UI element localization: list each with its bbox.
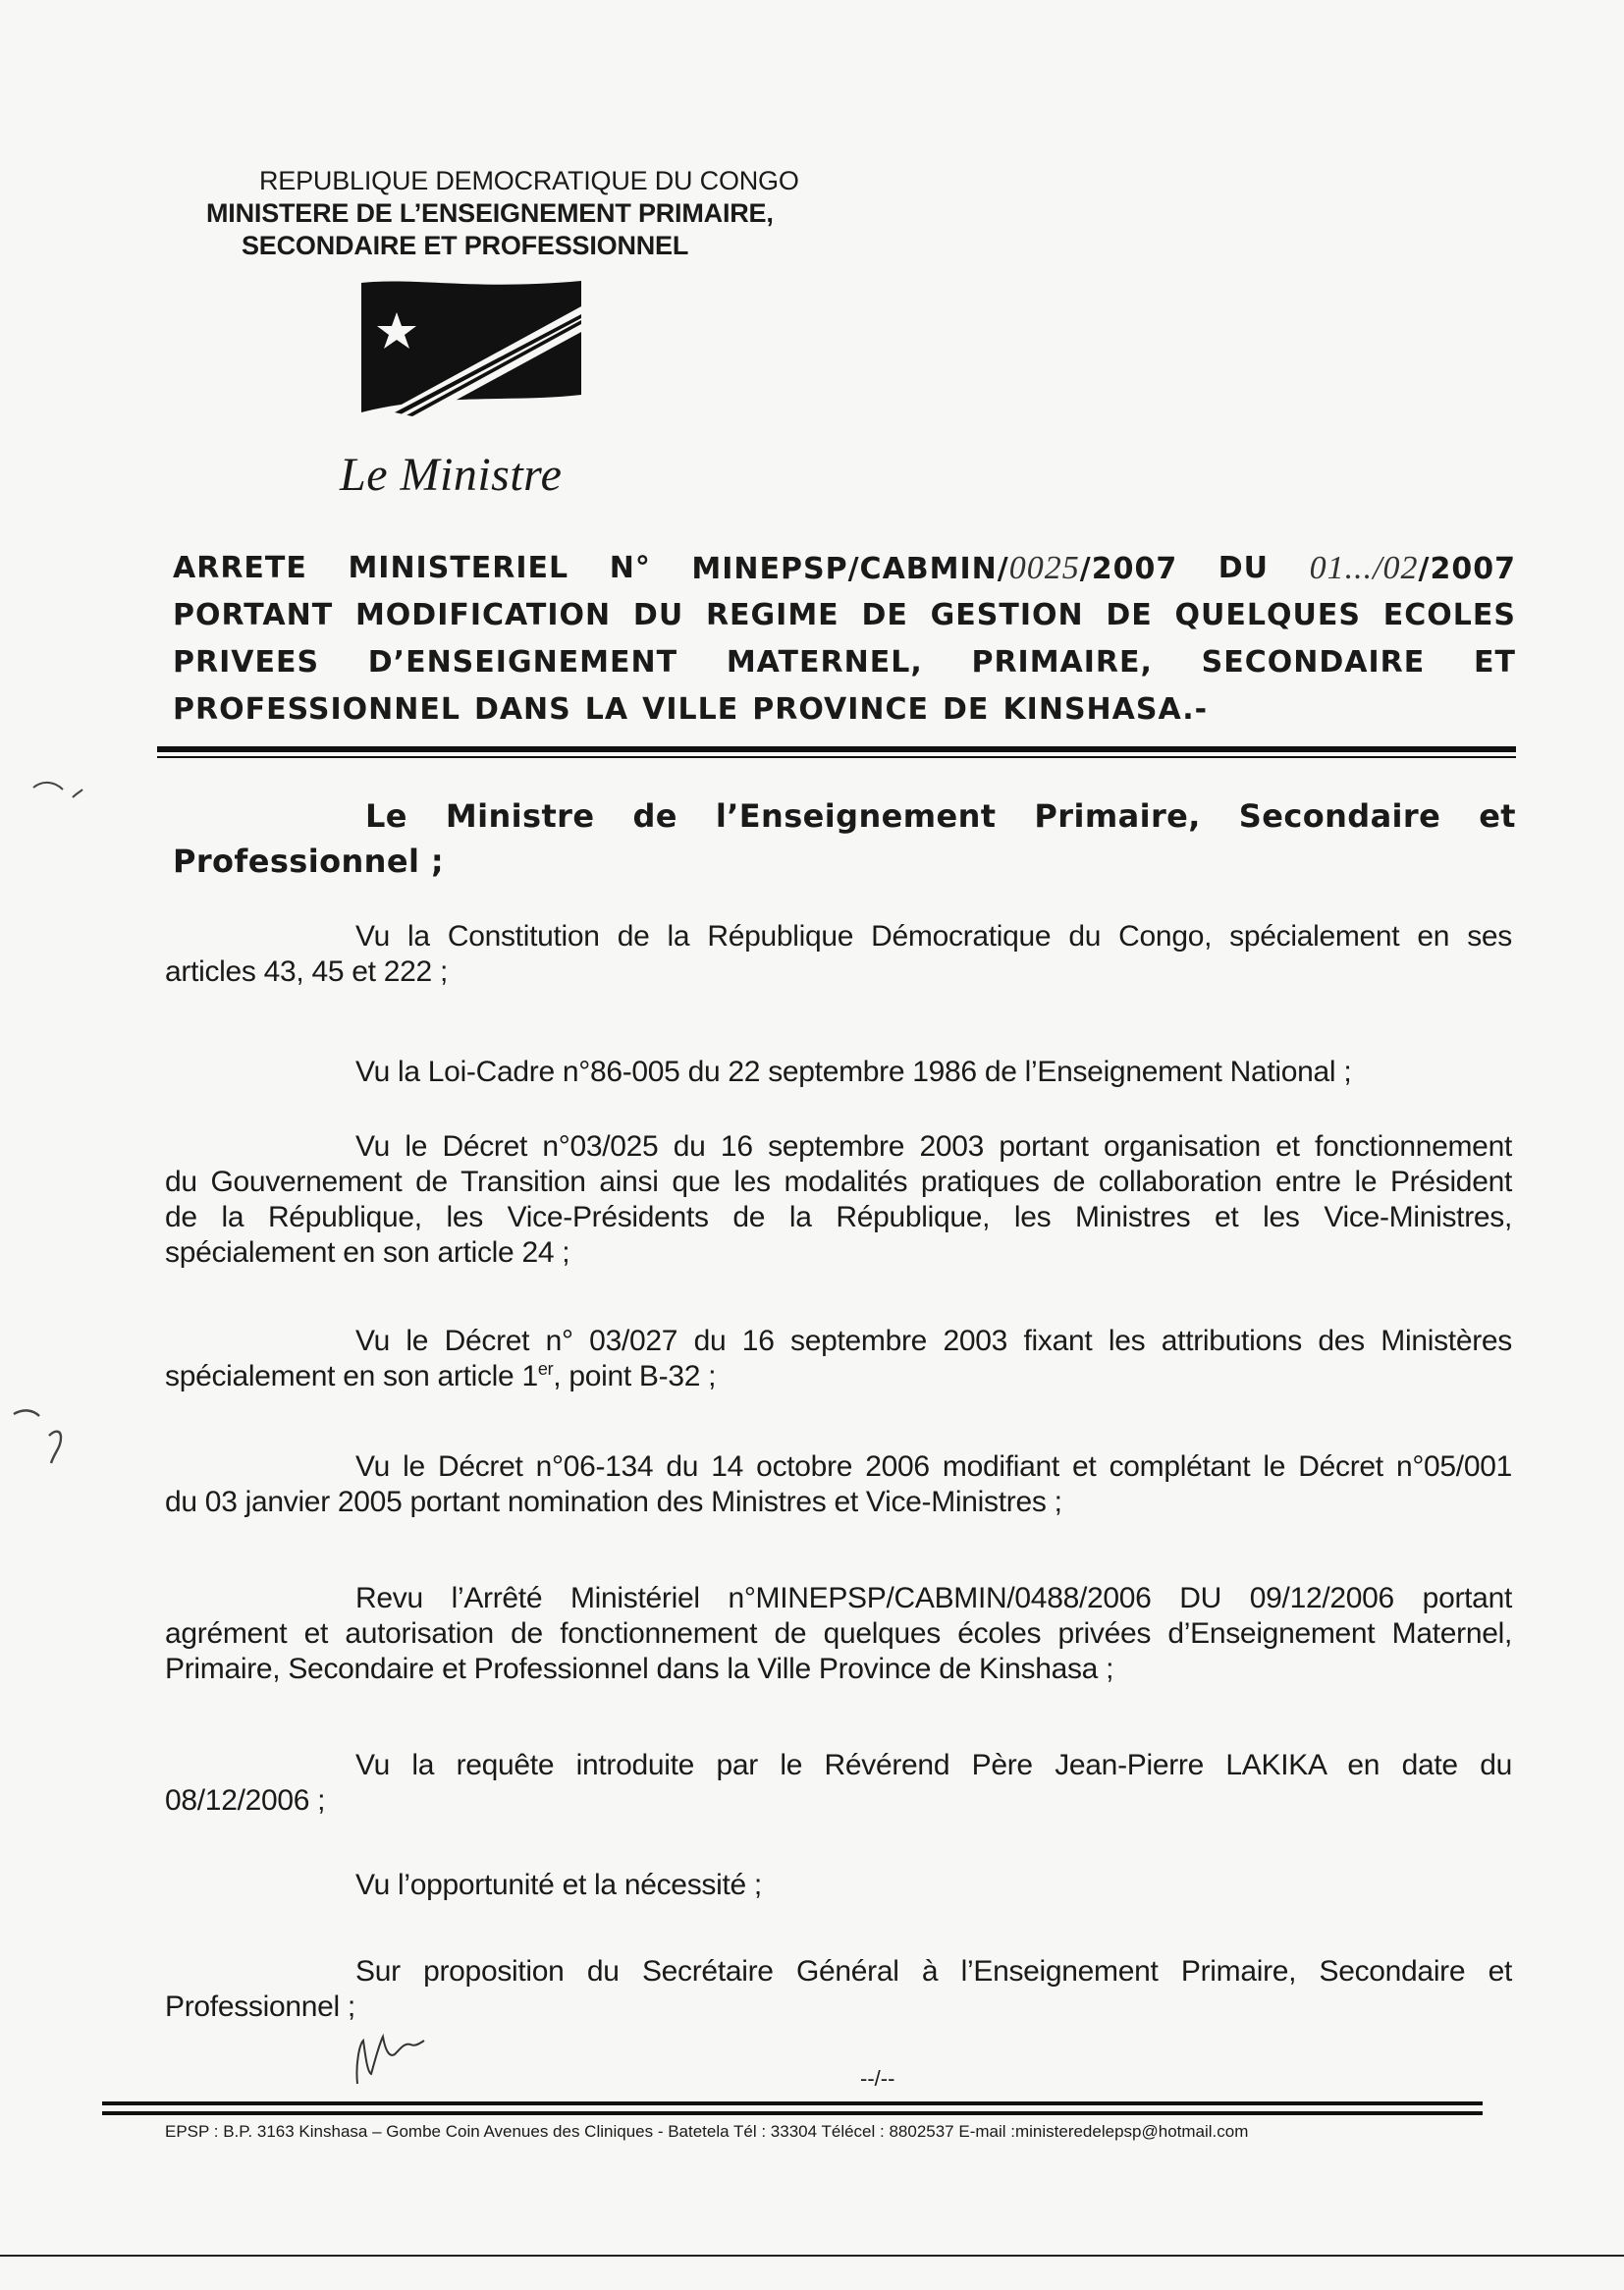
title-line3: [173, 639, 1516, 686]
title-word: PROVINCE: [752, 692, 930, 727]
footer-rule: [102, 2111, 1483, 2115]
header-ministry-line1: MINISTERE DE L’ENSEIGNEMENT PRIMAIRE,: [206, 198, 774, 228]
title-word: VILLE: [642, 692, 739, 727]
title-word: ARRETE: [173, 551, 307, 585]
scan-edge-line: [0, 2255, 1624, 2257]
title-word: PORTANT: [173, 598, 334, 632]
footer-address: EPSP : B.P. 3163 Kinshasa – Gombe Coin Avenues des Cliniques - Batetela Tél : 33304 Télécel : 8802537 E-mail :ministeredelepsp@hotmail.com: [165, 2122, 1249, 2141]
preamble-heading: [173, 793, 1516, 884]
title-word: PRIMAIRE,: [971, 645, 1153, 680]
decree-title: [173, 545, 1516, 734]
title-date-group: 01.../02/2007: [1309, 550, 1516, 586]
title-word: PROFESSIONNEL: [173, 692, 460, 727]
title-word: DANS: [473, 692, 571, 727]
paragraph-constitution: Vu la Constitution de la République Démocratique du Congo, spécialement en ses articles 43, 45 et 222 ;: [165, 920, 1512, 988]
title-word: DE: [943, 692, 990, 727]
heading-line1: Le Ministre de l’Enseignement Primaire, Secondaire et: [365, 797, 1516, 835]
header-republic: REPUBLIQUE DEMOCRATIQUE DU CONGO: [259, 166, 799, 195]
margin-mark: [10, 1404, 69, 1473]
title-word: LA: [584, 692, 629, 727]
paragraph-requete: Vu la requête introduite par le Révérend Père Jean-Pierre LAKIKA en date du 08/12/2006 ;: [165, 1749, 1512, 1817]
title-line4: [173, 686, 1516, 734]
paragraph-loi-cadre: Vu la Loi-Cadre n°86-005 du 22 septembre 1986 de l’Enseignement National ;: [355, 1056, 1352, 1088]
title-word: KINSHASA.-: [1002, 692, 1209, 727]
title-word: ET: [1473, 645, 1516, 680]
paragraph-arrete-0488: Revu l’Arrêté Ministériel n°MINEPSP/CABMIN/0488/2006 DU 09/12/2006 portant agrément et autorisation de fonctionnement de quelques écoles privées d’Enseignement Maternel, Primaire, Secondaire et Professionnel dans la Ville Province de Kinshasa ;: [165, 1582, 1512, 1685]
separator-rule: [157, 746, 1516, 752]
title-line2: [173, 592, 1516, 639]
title-line1: [173, 545, 1516, 592]
paragraph-opportunite: Vu l’opportunité et la nécessité ;: [355, 1869, 762, 1901]
margin-mark: [29, 776, 88, 815]
minister-title: Le Ministre: [340, 449, 563, 501]
drc-flag-icon: [357, 277, 585, 416]
title-word: DU: [632, 598, 684, 632]
title-word: D’ENSEIGNEMENT: [367, 645, 678, 680]
paragraph-decret-06-134: Vu le Décret n°06-134 du 14 octobre 2006 modifiant et complétant le Décret n°05/001 du 03 janvier 2005 portant nomination des Ministres et Vice-Ministres ;: [165, 1450, 1512, 1518]
header-ministry-line2: SECONDAIRE ET PROFESSIONNEL: [242, 231, 689, 260]
title-word: MATERNEL,: [726, 645, 923, 680]
title-word: REGIME: [705, 598, 839, 632]
title-word: PRIVEES: [173, 645, 320, 680]
handwritten-date: 01.../02: [1309, 550, 1419, 586]
title-word: ECOLES: [1382, 598, 1516, 632]
initials-signature: [350, 2015, 438, 2094]
title-word: SECONDAIRE: [1201, 645, 1426, 680]
title-number-group: MINEPSP/CABMIN/0025/2007: [691, 550, 1178, 586]
heading-line2: Professionnel ;: [173, 843, 445, 880]
title-word: MINISTERIEL: [348, 551, 569, 585]
paragraph-decret-03-027: Vu le Décret n° 03/027 du 16 septembre 2003 fixant les attributions des Ministères spécialement en son article 1er, point B-32 ;: [165, 1325, 1512, 1392]
title-word: DE: [861, 598, 908, 632]
page-marker: --/--: [860, 2066, 895, 2091]
title-word: N°: [609, 551, 651, 585]
paragraph-decret-03-025: Vu le Décret n°03/025 du 16 septembre 2003 portant organisation et fonctionnement du Gouvernement de Transition ainsi que les modalités pratiques de collaboration entre le Président de la République, les Vice-Présidents de la République, les Ministres et les Vice-Ministres, spécialement en son article 24 ;: [165, 1130, 1512, 1269]
title-word: DU: [1218, 551, 1270, 585]
paragraph-proposition: Sur proposition du Secrétaire Général à l’Enseignement Primaire, Secondaire et Professionnel ;: [165, 1955, 1512, 2023]
title-word: GESTION: [930, 598, 1084, 632]
separator-rule: [157, 756, 1516, 758]
footer-rule: [102, 2101, 1483, 2105]
handwritten-number: 0025: [1008, 550, 1080, 586]
title-word: DE: [1106, 598, 1153, 632]
title-word: MODIFICATION: [354, 598, 612, 632]
title-word: QUELQUES: [1174, 598, 1361, 632]
